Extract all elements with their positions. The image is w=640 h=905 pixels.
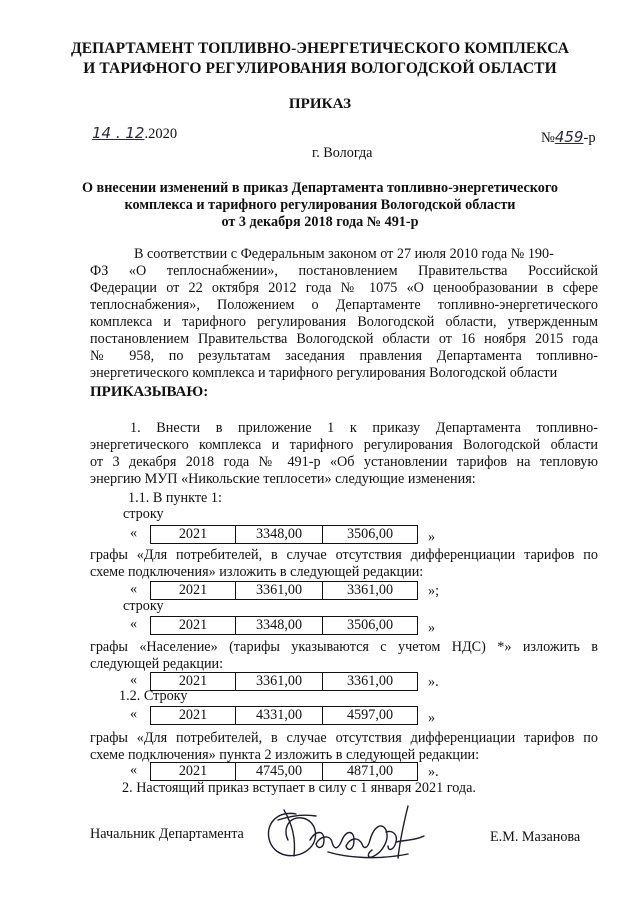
table-cell-value: 4331,00: [236, 707, 323, 725]
table-cell-year: 2021: [151, 526, 236, 544]
number-handwritten: 459: [554, 128, 584, 146]
word-stroku: строку: [123, 506, 164, 522]
table-row: [151, 582, 418, 600]
table-cell-value: 3506,00: [323, 526, 418, 544]
table-cell-year: 2021: [151, 582, 236, 600]
table-cell-year: 2021: [151, 673, 236, 691]
preamble-line: энергетического комплекса и тарифного регулирования Вологодской области: [90, 365, 558, 381]
table-row: [151, 617, 418, 635]
table-close-quote: ».: [428, 674, 439, 690]
order-number: [541, 128, 596, 147]
graf3-line: схеме подключения» пункта 2 изложить в следующей редакции:: [90, 747, 480, 763]
table-row: [151, 763, 418, 781]
table-cell-value: 4871,00: [323, 763, 418, 781]
preamble-line: ФЗ «О теплоснабжении», постановлением Правительства Российской: [90, 263, 598, 279]
table-cell-year: 2021: [151, 617, 236, 635]
graf1-line: схеме подключения» изложить в следующей редакции:: [90, 564, 424, 580]
table-cell-value: 3506,00: [323, 617, 418, 635]
item1-line: энергию МУП «Никольские теплосети» следующие изменения:: [90, 471, 476, 487]
item1-line: энергетического комплекса и тарифного регулирования Вологодской области: [90, 437, 598, 453]
table-cell-year: 2021: [151, 763, 236, 781]
subject-line1: О внесении изменений в приказ Департамента топливно-энергетического: [81, 180, 559, 196]
table-open-quote: «: [130, 672, 138, 688]
table-cell-value: 4745,00: [236, 763, 323, 781]
table-cell-value: 4597,00: [323, 707, 418, 725]
table-cell-value: 3361,00: [323, 582, 418, 600]
table-open-quote: «: [130, 762, 138, 778]
tariff-table: [150, 616, 418, 635]
tariff-table: [150, 762, 418, 781]
document-type: ПРИКАЗ: [288, 96, 352, 112]
preamble-line: комплекса и тарифного регулирования Вологодской области, утвержденным: [90, 314, 598, 330]
table-close-quote: »: [428, 710, 436, 726]
preamble-line: теплоснабжения», Положением о Департаменте топливно-энергетического: [90, 297, 598, 313]
table-row: [151, 707, 418, 725]
table-cell-value: 3361,00: [323, 673, 418, 691]
department-title-line1: ДЕПАРТАМЕНТ ТОПЛИВНО-ЭНЕРГЕТИЧЕСКОГО КОМПЛЕКСА: [70, 40, 570, 57]
signature-title: Начальник Департамента: [90, 826, 244, 842]
city: г. Вологда: [312, 145, 373, 161]
graf2-line: графы «Население» (тарифы указываются с учетом НДС) *» изложить в: [90, 639, 598, 655]
preamble-line: Федерации от 22 октября 2012 года № 1075 «О ценообразовании в сфере: [90, 280, 598, 296]
subject-line3: от 3 декабря 2018 года № 491-р: [221, 214, 419, 230]
handwritten-signature: [258, 800, 433, 870]
preamble-line: постановлением Правительства Вологодской области от 16 ноября 2015 года: [90, 331, 598, 347]
table-open-quote: «: [130, 616, 138, 632]
preamble-line: В соответствии с Федеральным законом от 27 июля 2010 года № 190-: [134, 246, 554, 262]
graf1-line: графы «Для потребителей, в случае отсутствия дифференциации тарифов по: [90, 547, 598, 563]
date-handwritten: 14 . 12: [92, 124, 145, 142]
table-row: [151, 526, 418, 544]
tariff-table: [150, 672, 418, 691]
number-suffix: -р: [583, 130, 596, 146]
date: [92, 124, 177, 143]
table-close-quote: »: [428, 529, 436, 545]
graf2-line: следующей редакции:: [90, 656, 224, 672]
table-cell-value: 3348,00: [236, 617, 323, 635]
department-title-line2: И ТАРИФНОГО РЕГУЛИРОВАНИЯ ВОЛОГОДСКОЙ ОБЛАСТИ: [83, 60, 557, 77]
table-close-quote: »;: [428, 583, 440, 599]
tariff-table: [150, 706, 418, 725]
word-stroku: строку: [123, 598, 164, 614]
preamble-line: № 958, по результатам заседания правления Департамента топливно-: [90, 348, 598, 364]
signatory-name: Е.М. Мазанова: [490, 829, 581, 845]
subject-line2: комплекса и тарифного регулирования Вологодской области: [124, 197, 516, 213]
tariff-table: [150, 581, 418, 600]
table-open-quote: «: [130, 581, 138, 597]
tariff-table: [150, 525, 418, 544]
table-cell-value: 3348,00: [236, 526, 323, 544]
table-cell-value: 3361,00: [236, 673, 323, 691]
date-year: .2020: [144, 126, 178, 142]
table-cell-value: 3361,00: [236, 582, 323, 600]
number-prefix: №: [541, 130, 555, 146]
item1-line: от 3 декабря 2018 года № 491-р «Об установлении тарифов на тепловую: [90, 454, 598, 470]
sub-item-1-1: 1.1. В пункте 1:: [128, 490, 222, 506]
item2: 2. Настоящий приказ вступает в силу с 1 января 2021 года.: [122, 780, 476, 796]
table-row: [151, 673, 418, 691]
table-open-quote: «: [130, 525, 138, 541]
table-open-quote: «: [130, 706, 138, 722]
table-close-quote: ».: [428, 764, 439, 780]
table-close-quote: »: [428, 620, 436, 636]
graf3-line: графы «Для потребителей, в случае отсутствия дифференциации тарифов по: [90, 730, 598, 746]
sub-item-1-2: 1.2. Строку: [119, 688, 188, 704]
order-word: ПРИКАЗЫВАЮ:: [90, 384, 209, 400]
table-cell-year: 2021: [151, 707, 236, 725]
item1-line: 1. Внести в приложение 1 к приказу Департамента топливно-: [130, 420, 598, 436]
